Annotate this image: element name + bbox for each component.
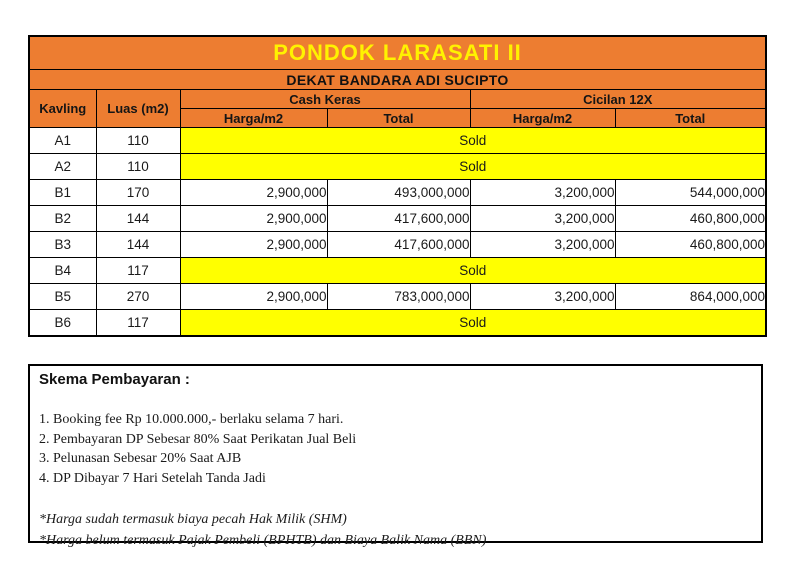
col-header-cicilan-total: Total (615, 109, 766, 128)
col-group-cash-keras: Cash Keras (180, 90, 470, 109)
cell-cash-total: 783,000,000 (327, 284, 470, 310)
cell-cash-total: 417,600,000 (327, 206, 470, 232)
col-header-kavling: Kavling (29, 90, 96, 128)
cell-kavling: B6 (29, 310, 96, 337)
cell-cash-harga: 2,900,000 (180, 232, 327, 258)
cell-cash-total: 493,000,000 (327, 180, 470, 206)
cell-kavling: B5 (29, 284, 96, 310)
column-group-row (29, 90, 766, 109)
page-title: PONDOK LARASATI II (29, 36, 766, 70)
col-header-cash-harga: Harga/m2 (180, 109, 327, 128)
table-row (29, 128, 766, 154)
cell-cicilan-total: 460,800,000 (615, 232, 766, 258)
payment-items (39, 410, 761, 488)
payment-note: *Harga sudah termasuk biaya pecah Hak Milik (SHM) (39, 512, 347, 527)
cell-cash-harga: 2,900,000 (180, 284, 327, 310)
cell-luas: 117 (96, 258, 180, 284)
cell-kavling: B4 (29, 258, 96, 284)
table-row (29, 154, 766, 180)
cell-cicilan-total: 864,000,000 (615, 284, 766, 310)
table-row (29, 206, 766, 232)
cell-sold-status: Sold (180, 258, 766, 284)
cell-cash-harga: 2,900,000 (180, 180, 327, 206)
cell-kavling: B2 (29, 206, 96, 232)
cell-cicilan-total: 544,000,000 (615, 180, 766, 206)
cell-sold-status: Sold (180, 128, 766, 154)
cell-kavling: A1 (29, 128, 96, 154)
payment-item: 3. Pelunasan Sebesar 20% Saat AJB (39, 451, 242, 466)
title-row (29, 36, 766, 70)
col-group-cicilan-12x: Cicilan 12X (470, 90, 766, 109)
cell-cicilan-harga: 3,200,000 (470, 180, 615, 206)
payment-notes (39, 509, 761, 551)
cell-luas: 144 (96, 206, 180, 232)
cell-cash-total: 417,600,000 (327, 232, 470, 258)
cell-sold-status: Sold (180, 154, 766, 180)
payment-heading: Skema Pembayaran : (39, 371, 190, 388)
cell-kavling: A2 (29, 154, 96, 180)
table-row (29, 310, 766, 337)
col-header-cash-total: Total (327, 109, 470, 128)
cell-luas: 117 (96, 310, 180, 337)
subtitle-row (29, 70, 766, 90)
payment-item: 2. Pembayaran DP Sebesar 80% Saat Perikatan Jual Beli (39, 431, 357, 447)
payment-note: *Harga belum termasuk Pajak Pembeli (BPHTB) dan Biaya Balik Nama (BBN) (39, 533, 487, 548)
table-row (29, 284, 766, 310)
payment-box (28, 364, 763, 548)
page-subtitle: DEKAT BANDARA ADI SUCIPTO (29, 70, 766, 90)
cell-cicilan-total: 460,800,000 (615, 206, 766, 232)
cell-luas: 110 (96, 154, 180, 180)
table-body (29, 128, 766, 337)
table-row (29, 258, 766, 284)
cell-cash-harga: 2,900,000 (180, 206, 327, 232)
payment-item: 4. DP Dibayar 7 Hari Setelah Tanda Jadi (39, 470, 266, 486)
cell-kavling: B1 (29, 180, 96, 206)
cell-cicilan-harga: 3,200,000 (470, 232, 615, 258)
cell-cicilan-harga: 3,200,000 (470, 206, 615, 232)
col-header-cicilan-harga: Harga/m2 (470, 109, 615, 128)
cell-cicilan-harga: 3,200,000 (470, 284, 615, 310)
col-header-luas: Luas (m2) (96, 90, 180, 128)
cell-sold-status: Sold (180, 310, 766, 337)
price-table (28, 35, 767, 337)
cell-luas: 270 (96, 284, 180, 310)
cell-luas: 170 (96, 180, 180, 206)
cell-kavling: B3 (29, 232, 96, 258)
table-row (29, 232, 766, 258)
payment-item: 1. Booking fee Rp 10.000.000,- berlaku selama 7 hari. (39, 412, 344, 427)
table-row (29, 180, 766, 206)
cell-luas: 110 (96, 128, 180, 154)
cell-luas: 144 (96, 232, 180, 258)
